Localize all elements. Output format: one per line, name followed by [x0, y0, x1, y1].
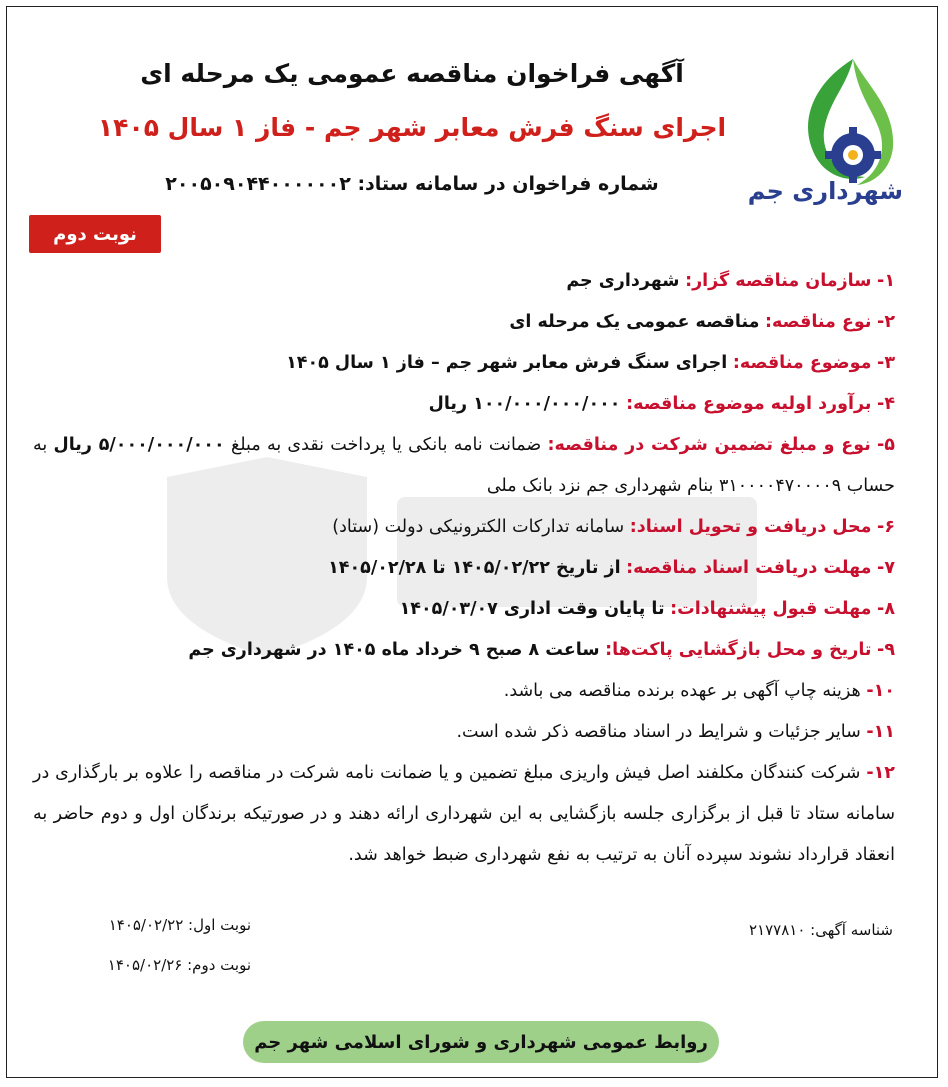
logo-text: شهرداری جم — [747, 177, 903, 205]
round-badge: نوبت دوم — [29, 215, 161, 253]
notice-frame — [6, 6, 938, 1078]
list-item: ۲- نوع مناقصه: مناقصه عمومی یک مرحله ای — [509, 312, 895, 332]
list-item: ۱۲- شرکت کنندگان مکلفند اصل فیش واریزی مبلغ تضمین و یا ضمانت نامه شرکت در مناقصه را علاوه بر بارگذاری در سامانه ستاد تا قبل از برگزاری جلسه بازگشایی به این شهرداری ارائه دهند و در صورتیکه برندگان اول و دوم حاضر به انعقاد قرارداد نشوند سپرده آنان به ترتیب به نفع شهرداری ضبط خواهد شد. — [33, 763, 895, 865]
notice-title: آگهی فراخوان مناقصه عمومی یک مرحله ای — [140, 59, 684, 88]
project-subtitle: اجرای سنگ فرش معابر شهر جم - فاز ۱ سال ۱۴۰۵ — [97, 113, 727, 142]
list-item: ۶- محل دریافت و تحویل اسناد: سامانه تدارکات الکترونیکی دولت (ستاد) — [332, 517, 895, 537]
list-item: ۳- موضوع مناقصه: اجرای سنگ فرش معابر شهر جم – فاز ۱ سال ۱۴۰۵ — [286, 353, 895, 373]
list-item: ۵- نوع و مبلغ تضمین شرکت در مناقصه: ضمانت نامه بانکی یا پرداخت نقدی به مبلغ ۵/۰۰۰/۰۰۰/۰۰۰ ریال به حساب ۳۱۰۰۰۰۴۷۰۰۰۰۹ بنام شهرداری جم نزد بانک ملی — [33, 435, 895, 496]
list-item: ۱۰- هزینه چاپ آگهی بر عهده برنده مناقصه می باشد. — [503, 681, 895, 701]
second-round-date: نوبت دوم: ۱۴۰۵/۰۲/۲۶ — [107, 956, 251, 974]
list-item: ۸- مهلت قبول پیشنهادات: تا پایان وقت اداری ۱۴۰۵/۰۳/۰۷ — [399, 599, 895, 619]
list-item: ۴- برآورد اولیه موضوع مناقصه: ۱۰۰/۰۰۰/۰۰۰/۰۰۰ ریال — [428, 394, 895, 414]
first-round-date: نوبت اول: ۱۴۰۵/۰۲/۲۲ — [108, 916, 251, 934]
list-item: ۷- مهلت دریافت اسناد مناقصه: از تاریخ ۱۴۰۵/۰۲/۲۲ تا ۱۴۰۵/۰۲/۲۸ — [328, 558, 895, 578]
list-item: ۹- تاریخ و محل بازگشایی پاکت‌ها: ساعت ۸ صبح ۹ خرداد ماه ۱۴۰۵ در شهرداری جم — [188, 640, 895, 660]
footer-public-relations: روابط عمومی شهرداری و شورای اسلامی شهر جم — [243, 1021, 719, 1063]
ad-id: شناسه آگهی: ۲۱۷۷۸۱۰ — [749, 921, 893, 939]
list-item: ۱۱- سایر جزئیات و شرایط در اسناد مناقصه ذکر شده است. — [456, 722, 895, 742]
tender-number: شماره فراخوان در سامانه ستاد: ۲۰۰۵۰۹۰۴۴۰۰۰۰۰۰۲ — [165, 173, 659, 195]
publication-dates — [51, 905, 251, 985]
list-item: ۱- سازمان مناقصه گزار: شهرداری جم — [566, 271, 895, 291]
notice-body — [33, 261, 895, 876]
